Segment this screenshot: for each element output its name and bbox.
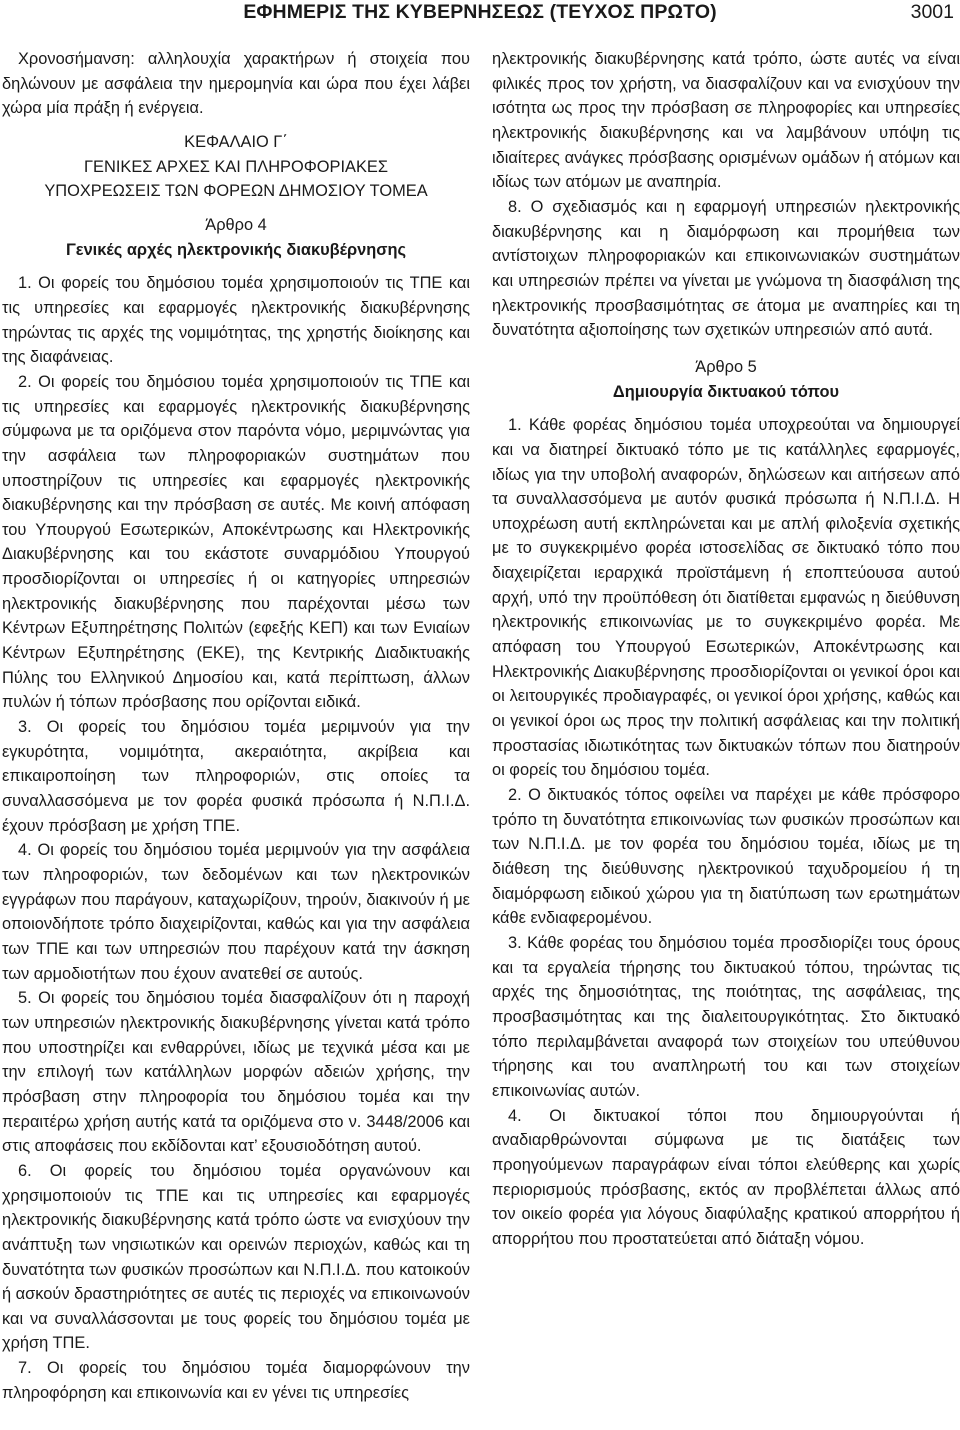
chapter-title-line1: ΓΕΝΙΚΕΣ ΑΡΧΕΣ ΚΑΙ ΠΛΗΡΟΦΟΡΙΑΚΕΣ xyxy=(84,157,388,176)
paragraph-3: 3. Οι φορείς του δημόσιου τομέα μεριμνούν για την εγκυρότητα, νομιμότητα, ακεραιότητα, ακρίβεια και επικαιροποίηση των πληροφοριών, στις οποίες τα συναλλασσόμενα με τον φορέα φυσικά πρόσωπα ή Ν.Π.Ι.Δ. έχουν πρόσβαση με χρήση ΤΠΕ. xyxy=(2,718,470,835)
chapter-title-line2: ΥΠΟΧΡΕΩΣΕΙΣ ΤΩΝ ΦΟΡΕΩΝ ΔΗΜΟΣΙΟΥ ΤΟΜΕΑ xyxy=(44,182,428,201)
page-number: 3001 xyxy=(910,1,954,23)
intro-paragraph: Χρονοσήμανση: αλληλουχία χαρακτήρων ή στοιχεία που δηλώνουν με ασφάλεια την ημερομηνία και ώρα που έχει λάβει χώρα μία πράξη ή ενέργεια. xyxy=(2,50,470,118)
paragraph-5: 5. Οι φορείς του δημόσιου τομέα διασφαλίζουν ότι η παροχή των υπηρεσιών ηλεκτρονικής διακυβέρνησης γίνεται κατά τρόπο που υποστηρίζει και ενθαρρύνει, ιδίως με τεχνικά μέσα και με την επιλογή των κατάλληλων μορφών αδειών χρήσης, την πρόσβαση στην πληροφορία του δημόσιου τομέα και την περαιτέρω χρήση αυτής κατά τα οριζόμενα στο ν. 3448/2006 και στις αποφάσεις που εκδίδονται κατ’ εξουσιοδότηση αυτού. xyxy=(2,989,470,1156)
left-column xyxy=(2,47,470,1405)
gazette-title: ΕΦΗΜΕΡΙΣ ΤΗΣ ΚΥΒΕΡΝΗΣΕΩΣ (ΤΕΥΧΟΣ ΠΡΩΤΟ) xyxy=(243,1,717,23)
chapter-heading: ΚΕΦΑΛΑΙΟ Γ΄ xyxy=(184,132,288,151)
article-title: Γενικές αρχές ηλεκτρονικής διακυβέρνησης xyxy=(65,240,407,259)
page-header xyxy=(0,0,960,30)
article-heading: Άρθρο 5 xyxy=(695,357,757,376)
paragraph-8: 8. Ο σχεδιασμός και η εφαρμογή υπηρεσιών ηλεκτρονικής διακυβέρνησης και η διαμόρφωση και προμήθεια των αντίστοιχων πληροφοριακών και επικοινωνιακών συστημάτων και υπηρεσιών πρέπει να γίνεται με γνώμονα τη διασφάλιση της ηλεκτρονικής προσβασιμότητας σε άτομα με αναπηρίες και τη δυνατότητα αξιοποίησης των σχετικών υπηρεσιών από αυτά. xyxy=(492,197,960,340)
article-title: Δημιουργία δικτυακού τόπου xyxy=(612,382,840,401)
paragraph-7: 7. Οι φορείς του δημόσιου τομέα διαμορφώνουν την πληροφόρηση και επικοινωνία και εν γένει τις υπηρεσίες xyxy=(2,1359,470,1402)
paragraph-1: 1. Οι φορείς του δημόσιου τομέα χρησιμοποιούν τις ΤΠΕ και τις υπηρεσίες και εφαρμογές ηλεκτρονικής διακυβέρνησης τηρώντας τις αρχές της νομιμότητας, της χρηστής διοίκησης και της διαφάνειας. xyxy=(2,274,470,367)
article5-paragraph-3: 3. Κάθε φορέας του δημόσιου τομέα προσδιορίζει τους όρους και τα εργαλεία τήρησης του δικτυακού τόπου, τηρώντας τις αρχές της δημοσιότητας, της ποιότητας, της ασφάλειας, της προσβασιμότητας και της διαλειτουργικότητας. Στο δικτυακό τόπο περιλαμβάνεται αναφορά των στοιχείων του υπεύθυνου τήρησης και του αναπληρωτή του και των στοιχείων επικοινωνίας αυτών. xyxy=(492,933,960,1100)
right-column xyxy=(492,47,960,1252)
article-heading: Άρθρο 4 xyxy=(205,215,267,234)
paragraph-7-continued: ηλεκτρονικής διακυβέρνησης κατά τρόπο, ώστε αυτές να είναι φιλικές προς τον χρήστη, να διασφαλίζουν και να ενισχύουν την ισότητα ως προς την πρόσβαση σε πληροφορίες και υπηρεσίες ηλεκτρονικής διακυβέρνησης και να λαμβάνουν υπόψη τις ιδιαίτερες ανάγκες πρόσβασης ορισμένων ομάδων ή ατόμων και ιδίως των ατόμων με αναπηρία. xyxy=(492,50,960,192)
paragraph-4: 4. Οι φορείς του δημόσιου τομέα μεριμνούν για την ασφάλεια των πληροφοριών, των δεδομένων και των ηλεκτρονικών εγγράφων που παράγουν, καταχωρίζουν, τηρούν, διακινούν ή με οποιονδήποτε τρόπο διαχειρίζονται, καθώς και για την ασφάλεια των ΤΠΕ και των υπηρεσιών που παρέχουν κατά την άσκηση των αρμοδιοτήτων που έχουν ανατεθεί σε αυτούς. xyxy=(2,841,470,983)
article5-paragraph-2: 2. Ο δικτυακός τόπος οφείλει να παρέχει με κάθε πρόσφορο τρόπο τη δυνατότητα επικοινωνίας των φυσικών προσώπων και των Ν.Π.Ι.Δ. με τον φορέα του δημόσιου τομέα, ιδίως με τη διάθεση της διεύθυνσης ηλεκτρονικού ταχυδρομείου ή τη διαμόρφωση ειδικού χώρου για τη διατύπωση των ερωτημάτων κάθε ενδιαφερομένου. xyxy=(492,786,960,928)
paragraph-6: 6. Οι φορείς του δημόσιου τομέα οργανώνουν και χρησιμοποιούν τις ΤΠΕ και τις υπηρεσίες και εφαρμογές ηλεκτρονικής διακυβέρνησης κατά τρόπο ώστε να ενισχύουν την ανάπτυξη των νησιωτικών και ορεινών περιοχών, καθώς και τη δυνατότητα των φυσικών προσώπων και Ν.Π.Ι.Δ. που κατοικούν ή ασκούν δραστηριότητες σε αυτές τις περιοχές να επικοινωνούν και να συναλλάσσονται με τους φορείς του δημόσιου τομέα με χρήση ΤΠΕ. xyxy=(2,1161,470,1353)
article5-paragraph-1: 1. Κάθε φορέας δημόσιου τομέα υποχρεούται να δημιουργεί και να διατηρεί δικτυακό τόπο με τις κατάλληλες εφαρμογές, ιδίως για την υποβολή αναφορών, δηλώσεων και αιτήσεων από τα συναλλασσόμενα με αυτόν φυσικά πρόσωπα ή Ν.Π.Ι.Δ. Η υποχρέωση αυτή εκπληρώνεται και με απλή φιλοξενία σχετικής με το συγκεκριμένο φορέα ιστοσελίδας σε δικτυακό τόπο που διαχειρίζεται ιεραρχικά προϊστάμενη ή εποπτεύουσα αυτού αρχή, υπό την προϋπόθεση ότι διατίθεται εμφανώς η διεύθυνση ηλεκτρονικής επικοινωνίας με το συγκεκριμένο φορέα. Με απόφαση του Υπουργού Εσωτερικών, Αποκέντρωσης και Ηλεκτρονικής Διακυβέρνησης προσδιορίζονται οι γενικοί όροι και οι λειτουργικές προδιαγραφές, οι γενικοί όροι χρήσης, καθώς και οι γενικοί όροι ως προς την πολιτική ασφάλειας και την πολιτική προστασίας ιδιωτικότητας των δικτυακών τόπων που διατηρούν οι φορείς του δημόσιου τομέα. xyxy=(492,416,960,780)
paragraph-2: 2. Οι φορείς του δημόσιου τομέα χρησιμοποιούν τις ΤΠΕ και τις υπηρεσίες και εφαρμογές ηλεκτρονικής διακυβέρνησης σύμφωνα με τα οριζόμενα στον παρόντα νόμο, μεριμνώντας για την ασφάλεια των πληροφοριακών συστημάτων που υποστηρίζουν τις υπηρεσίες και εφαρμογές ηλεκτρονικής διακυβέρνησης και την πρόσβαση σε αυτές. Με κοινή απόφαση του Υπουργού Εσωτερικών, Αποκέντρωσης και Ηλεκτρονικής Διακυβέρνησης και του εκάστοτε συναρμόδιου Υπουργού προσδιορίζονται οι υπηρεσίες ή οι κατηγορίες υπηρεσιών ηλεκτρονικής διακυβέρνησης που παρέχονται μέσω των Κέντρων Εξυπηρέτησης Πολιτών (εφεξής ΚΕΠ) και των Ενιαίων Κέντρων Εξυπηρέτησης (ΕΚΕ), της Κεντρικής Διαδικτυακής Πύλης του Ελληνικού Δημοσίου και, κατά περίπτωση, άλλων πυλών ή τόπων πρόσβασης που ορίζονται ειδικά. xyxy=(2,372,470,712)
article5-paragraph-4: 4. Οι δικτυακοί τόποι που δημιουργούνται ή αναδιαρθρώνονται σύμφωνα με τις διατάξεις των προηγούμενων παραγράφων είναι τόποι ελεύθερης και χωρίς περιορισμούς πρόσβασης, εκτός αν προβλέπεται άλλως από τον οικείο φορέα για λόγους διαφύλαξης κρατικού απορρήτου ή απορρήτου που προστατεύεται από διάταξη νόμου. xyxy=(492,1106,960,1248)
